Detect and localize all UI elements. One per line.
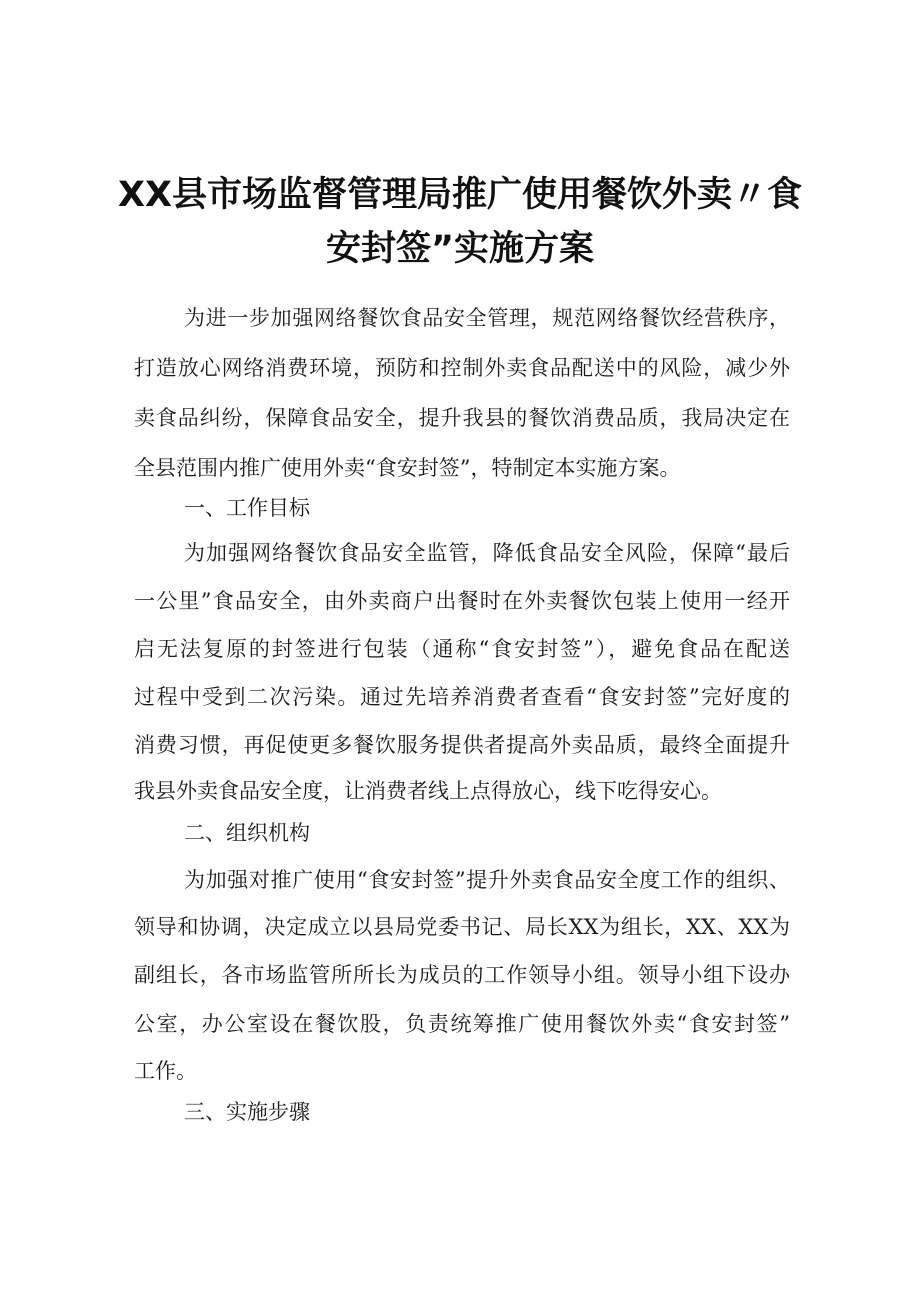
section2-line: 工作。 bbox=[134, 1059, 197, 1083]
document-title-line-1: XX县市场监督管理局推广使用餐饮外卖〃食 bbox=[118, 175, 802, 215]
section1-line: 我县外卖食品安全度，让消费者线上点得放心，线下吃得安心。 bbox=[134, 779, 722, 803]
intro-line: 全县范围内推广使用外卖“食安封签”，特制定本实施方案。 bbox=[134, 456, 681, 480]
section2-line: 为加强对推广使用“食安封签”提升外卖食品安全度工作的组织、 bbox=[184, 868, 790, 892]
intro-line: 卖食品纠纷，保障食品安全，提升我县的餐饮消费品质，我局决定在 bbox=[134, 406, 790, 430]
section2-line: 公室，办公室设在餐饮股，负责统筹推广使用餐饮外卖“食安封签” bbox=[134, 1012, 790, 1036]
section-heading-steps: 三、实施步骤 bbox=[184, 1100, 310, 1124]
section-heading-organization: 二、组织机构 bbox=[184, 821, 310, 845]
section2-line: 副组长，各市场监管所所长为成员的工作领导小组。领导小组下设办 bbox=[134, 963, 790, 987]
section1-line: 启无法复原的封签进行包装（通称“食安封签”），避免食品在配送 bbox=[134, 637, 790, 661]
intro-line: 打造放心网络消费环境，预防和控制外卖食品配送中的风险，减少外 bbox=[134, 356, 790, 380]
intro-line: 为进一步加强网络餐饮食品安全管理，规范网络餐饮经营秩序， bbox=[184, 306, 790, 330]
section1-line: 一公里”食品安全，由外卖商户出餐时在外卖餐饮包装上使用一经开 bbox=[134, 589, 790, 613]
document-title-line-2: 安封签”实施方案 bbox=[325, 229, 594, 269]
section1-line: 消费习惯，再促使更多餐饮服务提供者提高外卖品质，最终全面提升 bbox=[134, 733, 790, 757]
section-heading-goals: 一、工作目标 bbox=[184, 496, 310, 520]
section2-line: 领导和协调，决定成立以县局党委书记、局长XX为组长，XX、XX为 bbox=[134, 915, 790, 939]
section1-line: 过程中受到二次污染。通过先培养消费者查看“食安封签”完好度的 bbox=[134, 685, 790, 709]
section1-line: 为加强网络餐饮食品安全监管，降低食品安全风险，保障“最后 bbox=[184, 541, 790, 565]
